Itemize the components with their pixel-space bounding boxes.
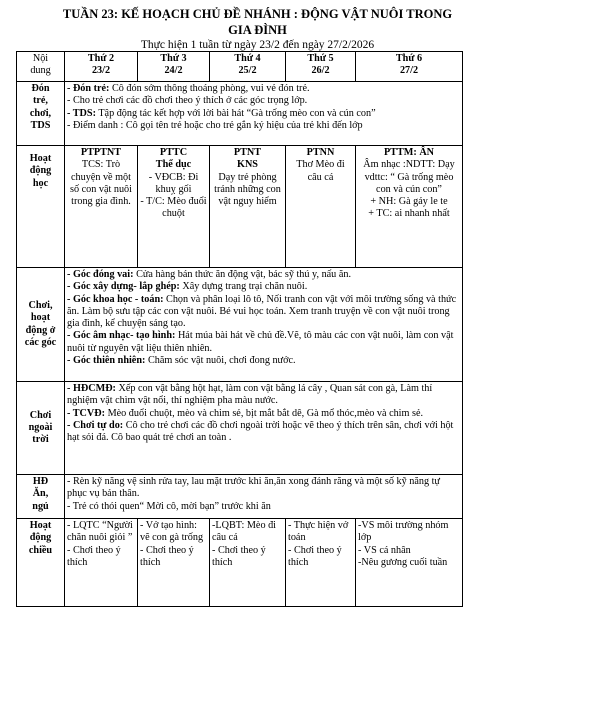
row-label-line: chiều — [28, 544, 53, 556]
day-name: Thứ 2 — [87, 53, 115, 64]
learning-area: PTNT — [233, 147, 262, 158]
item-heading: - Đón trẻ: — [67, 83, 110, 94]
day-date: 26/2 — [311, 65, 330, 77]
learning-text: + NH: Gà gáy le te — [370, 196, 448, 208]
row-label-line: động — [29, 165, 52, 177]
plan-subtitle: Thực hiện 1 tuần từ ngày 23/2 đến ngày 27/2/2026 — [140, 39, 375, 51]
meal-line: - Trẻ có thói quen“ Mời cô, mời bạn” trước khi ăn — [67, 500, 271, 512]
item-heading: - Góc xây dựng- lắp ghép: — [67, 281, 180, 293]
afternoon-text: -LQBT: Mèo đi câu cá — [212, 520, 277, 544]
row-welcome — [17, 82, 463, 146]
item-text: Hát múa bài hát về chủ đề.Vẽ, tô màu các con vật nuôi, làm con vật nuôi từ nguyên vật liệu thiên nhiên. — [67, 330, 454, 354]
row-label-line: động ở — [25, 324, 56, 336]
outdoor-line — [67, 408, 460, 420]
row-label-line: trẻ, — [33, 95, 48, 107]
afternoon-text: -Nêu gương cuối tuần — [358, 556, 448, 568]
row-label-line: Đón — [31, 83, 50, 94]
learning-area: PTNN — [306, 147, 335, 158]
row-label-line: hoạt — [30, 312, 51, 324]
learning-tue — [138, 146, 210, 268]
header-content-label — [17, 52, 65, 82]
item-heading: - Góc khoa học - toán: — [67, 293, 164, 305]
item-text: Xây dựng trang trại chăn nuôi. — [179, 281, 308, 293]
afternoon-mon — [65, 519, 138, 607]
day-date: 24/2 — [164, 65, 183, 77]
afternoon-tue — [138, 519, 210, 607]
row-label-meal — [17, 475, 65, 519]
row-label-line: Hoạt — [29, 520, 52, 531]
welcome-line — [67, 83, 460, 95]
row-learning — [17, 146, 463, 268]
corner-line — [67, 281, 460, 293]
learning-thu — [286, 146, 356, 268]
row-label-welcome — [17, 82, 65, 146]
row-label-line: Chơi, — [28, 299, 53, 311]
row-label-line: động — [29, 532, 52, 544]
corner-activities — [65, 268, 463, 382]
row-label-outdoor — [17, 382, 65, 475]
outdoor-line — [67, 420, 460, 445]
outdoor-activities — [65, 382, 463, 475]
day-name: Thứ 3 — [160, 53, 187, 64]
item-text: Chọn và phân loại lô tô, Nối tranh con vật với môi trường sống và thức ăn. Làm bộ sưu tập các con vật nuôi. Bé vui học toán. Xem tranh truyện về con vật nuôi trong gia đình, kể chuyện sáng tạo. — [67, 293, 457, 330]
header-day-tue — [138, 52, 210, 82]
learning-text: Dạy trẻ phòng tránh những con vật nguy hiểm — [214, 171, 281, 208]
afternoon-text: - Chơi theo ý thích — [140, 544, 194, 568]
meal-activities — [65, 475, 463, 519]
header-day-mon — [65, 52, 138, 82]
afternoon-wed — [210, 519, 286, 607]
learning-fri — [356, 146, 463, 268]
row-label-line: học — [32, 177, 49, 189]
row-label-line: trời — [32, 434, 49, 446]
learning-text: + TC: ai nhanh nhất — [368, 208, 450, 220]
learning-text: - T/C: Mèo đuổi chuột — [140, 196, 207, 220]
item-heading: - TDS: — [67, 107, 96, 119]
item-text: Chăm sóc vật nuôi, chơi đong nước. — [145, 355, 296, 367]
day-name: Thứ 4 — [234, 53, 261, 64]
day-name: Thứ 5 — [307, 53, 334, 64]
header-label-line: Nội — [32, 53, 49, 64]
afternoon-text: - Thực hiện vở toán — [288, 520, 349, 544]
corner-line — [67, 269, 460, 281]
item-heading: - HĐCMĐ: — [67, 383, 116, 394]
row-label-line: chơi, — [29, 107, 52, 119]
row-label-learning — [17, 146, 65, 268]
day-date: 27/2 — [399, 65, 419, 77]
row-outdoor — [17, 382, 463, 475]
learning-area: PTTM: ÂN — [383, 147, 435, 158]
afternoon-text: - VS cá nhân — [358, 544, 411, 556]
item-text: Cô đón sớm thông thoáng phòng, vui vẻ đón trẻ. — [109, 83, 310, 94]
learning-area: PTTC — [159, 147, 188, 158]
row-label-line: ngoài — [28, 421, 53, 433]
welcome-line — [67, 120, 460, 132]
row-corners — [17, 268, 463, 382]
corner-line — [67, 330, 460, 355]
row-label-line: TDS — [30, 119, 51, 131]
item-text: Mèo đuổi chuột, mèo và chim sẻ, bịt mắt bắt dê, Gà mổ thóc,mèo và chim sẻ. — [105, 407, 424, 419]
learning-wed — [210, 146, 286, 268]
welcome-line — [67, 95, 460, 107]
item-text: - Điểm danh : Cô gọi tên trẻ hoặc cho trẻ gắn ký hiệu của trẻ khi đến lớp — [67, 119, 363, 131]
item-text: Cô cho trẻ chơi các đồ chơi ngoài trời hoặc vẽ theo ý thích trên sân, chơi với hột hạt sỏi đá. Cô bao quát trẻ chơi an toàn . — [67, 419, 454, 444]
item-heading: - Góc âm nhạc- tạo hình: — [67, 330, 176, 342]
learning-text: - VĐCB: Đi khuỵ gối — [148, 171, 199, 195]
learning-text: TCS: Trò chuyện về một số con vật nuôi trong gia đình. — [70, 159, 132, 208]
learning-text: Thơ Mèo đi câu cá — [296, 159, 345, 183]
afternoon-text: - Chơi theo ý thích — [288, 544, 342, 568]
header-label-line: dung — [30, 65, 51, 77]
header-row — [17, 52, 463, 82]
item-heading: - Góc thiên nhiên: — [67, 355, 146, 367]
row-label-line: Chơi — [29, 409, 52, 421]
item-heading: - TCVĐ: — [67, 407, 106, 419]
corner-line — [67, 355, 460, 367]
row-label-line: HĐ — [32, 476, 49, 487]
item-heading: - Góc đóng vai: — [67, 269, 134, 280]
learning-text: KNS — [237, 159, 258, 171]
row-label-line: Hoạt — [29, 153, 52, 164]
afternoon-thu — [286, 519, 356, 607]
afternoon-fri — [356, 519, 463, 607]
meal-line: - Rèn kỹ năng vệ sinh rửa tay, lau mặt trước khi ăn,ăn xong đánh răng và một số kỹ năng tự phục vụ bản thân. — [67, 476, 440, 500]
weekly-plan-table — [16, 51, 463, 607]
row-meal — [17, 475, 463, 519]
day-date: 25/2 — [238, 65, 257, 77]
learning-area: PTPTNT — [80, 147, 122, 158]
row-label-corners — [17, 268, 65, 382]
item-text: Cửa hàng bán thức ăn động vật, bác sỹ thú y, nấu ăn. — [133, 269, 351, 280]
learning-mon — [65, 146, 138, 268]
outdoor-line — [67, 383, 460, 408]
afternoon-text: - Chơi theo ý thích — [212, 544, 266, 568]
learning-text: Thể dục — [155, 159, 192, 171]
welcome-line — [67, 108, 460, 120]
afternoon-text: - Vở tạo hình: vẽ con gà trống — [140, 520, 204, 544]
day-date: 23/2 — [91, 65, 111, 77]
afternoon-text: - LQTC “Người chăn nuôi giỏi ” — [67, 520, 133, 544]
row-label-afternoon — [17, 519, 65, 607]
row-afternoon — [17, 519, 463, 607]
plan-title: TUẦN 23: KẾ HOẠCH CHỦ ĐỀ NHÁNH : ĐỘNG VẬT NUÔI TRONG — [62, 7, 453, 21]
welcome-activities — [65, 82, 463, 146]
afternoon-text: - Chơi theo ý thích — [67, 544, 121, 568]
item-text: Xếp con vật bằng hột hạt, làm con vật bằng lá cây , Quan sát con gà, Làm thí nghiệm vật chìm vật nổi, thí nghiệm pha màu nước. — [67, 383, 433, 407]
afternoon-text: -VS môi trường nhóm lớp — [358, 520, 449, 544]
header-day-fri — [356, 52, 463, 82]
plan-title-continued: GIA ĐÌNH — [228, 23, 287, 37]
row-label-line: Ăn, — [32, 488, 49, 500]
header-day-thu — [286, 52, 356, 82]
item-heading: - Chơi tự do: — [67, 419, 124, 431]
row-label-line: các góc — [24, 336, 57, 348]
corner-line — [67, 294, 460, 331]
day-name: Thứ 6 — [395, 53, 423, 64]
item-text: Tập động tác kết hợp với lời bài hát “Gà trống mèo con và cún con” — [95, 107, 376, 119]
learning-text: Âm nhạc :NDTT: Dạy vdttc: “ Gà trống mèo con và cún con” — [363, 159, 455, 195]
header-day-wed — [210, 52, 286, 82]
item-text: - Cho trẻ chơi các đồ chơi theo ý thích ở các góc trọng lớp. — [67, 95, 308, 107]
row-label-line: ngủ — [32, 500, 49, 512]
